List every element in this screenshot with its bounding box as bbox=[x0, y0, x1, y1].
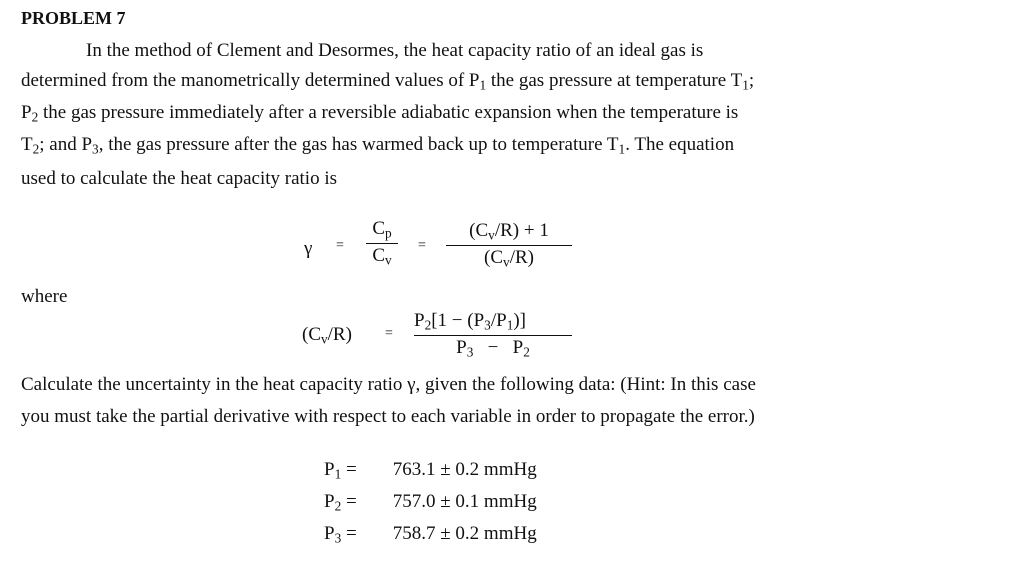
gamma-symbol: γ bbox=[304, 238, 313, 259]
equals-sign-1: = bbox=[336, 238, 344, 253]
data-row: $P_2 = 757.0 \pm 0.1$ mmHg bbox=[324, 491, 537, 514]
data-row: $P_1 = 763.1 \pm 0.2$ mmHg bbox=[324, 459, 537, 482]
equals-sign-2: = bbox=[418, 238, 426, 253]
fraction-pressures: $P_2[1 - (P_3/P_1)]$ $P_3 - P_2$ bbox=[414, 310, 572, 361]
data-value: 758.7 ± 0.2 mmHg bbox=[392, 523, 537, 544]
fraction-cp-cv: $C_p$ $C_v$ bbox=[366, 218, 398, 269]
problem-heading: PROBLEM 7 bbox=[21, 8, 126, 28]
fraction-cv-r: $(C_v/R) + 1$ $(C_v/R)$ bbox=[446, 220, 572, 271]
intro-line-3: $P_2$ the gas pressure immediately after a reversible adiabatic expansion when the temperature is bbox=[21, 102, 739, 125]
question-line-1: Calculate the uncertainty in the heat capacity ratio γ, given the following data: (Hint: In this case bbox=[21, 374, 756, 395]
cv-r-lhs: $(C_v/R)$ bbox=[302, 324, 352, 347]
where-label: where bbox=[21, 286, 68, 307]
intro-line-2: determined from the manometrically determined values of $P_1$ the gas pressure at temperature $T_1$; bbox=[21, 70, 755, 93]
intro-line-4: $T_2$; and $P_3$, the gas pressure after the gas has warmed back up to temperature $T_1$. The equation bbox=[21, 134, 735, 157]
data-value: 763.1 ± 0.2 mmHg bbox=[392, 459, 537, 480]
intro-line-5: used to calculate the heat capacity ratio is bbox=[21, 168, 337, 189]
data-row: $P_3 = 758.7 \pm 0.2$ mmHg bbox=[324, 523, 537, 546]
question-line-2: you must take the partial derivative with respect to each variable in order to propagate the error.) bbox=[21, 406, 755, 427]
intro-line-1: In the method of Clement and Desormes, the heat capacity ratio of an ideal gas is bbox=[86, 40, 704, 61]
data-value: 757.0 ± 0.1 mmHg bbox=[392, 491, 537, 512]
equals-sign-3: = bbox=[385, 326, 393, 341]
